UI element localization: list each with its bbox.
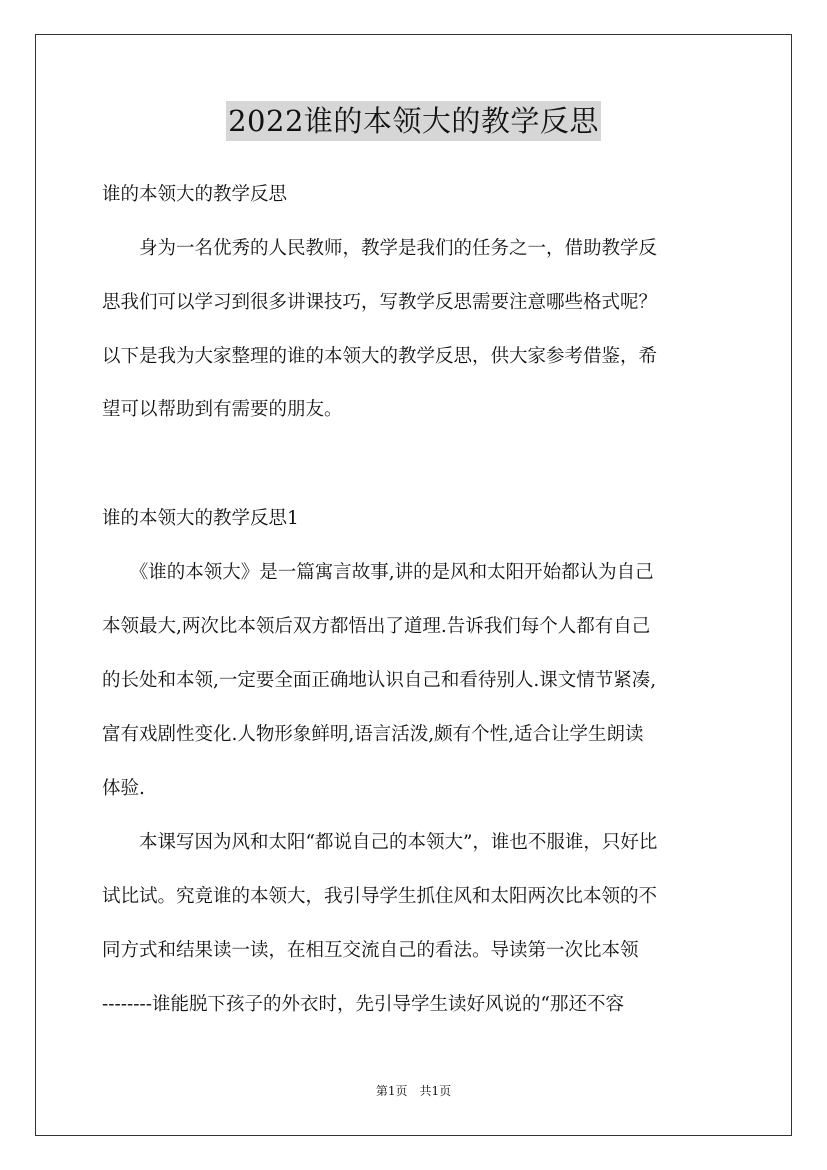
section-heading: 谁的本领大的教学反思1	[102, 508, 299, 529]
paragraph-line: --------谁能脱下孩子的外衣时，先引导学生读好风说的“那还不容	[102, 994, 624, 1015]
paragraph-line: 思我们可以学习到很多讲课技巧，写教学反思需要注意哪些格式呢？	[102, 292, 658, 313]
paragraph-line: 体验.	[102, 778, 145, 799]
title-container	[0, 101, 827, 141]
paragraph-line: 以下是我为大家整理的谁的本领大的教学反思，供大家参考借鉴，希	[102, 346, 658, 367]
page-footer: 第1页 共1页	[375, 1084, 452, 1098]
paragraph-line: 富有戏剧性变化.人物形象鲜明,语言活泼,颇有个性,适合让学生朗读	[102, 724, 644, 745]
paragraph-line: 同方式和结果读一读，在相互交流自己的看法。导读第一次比本领	[102, 940, 639, 961]
paragraph-line: 《谁的本领大》是一篇寓言故事,讲的是风和太阳开始都认为自己	[102, 562, 654, 583]
paragraph-line: 试比试。究竟谁的本领大，我引导学生抓住风和太阳两次比本领的不	[102, 886, 658, 907]
paragraph-line: 本课写因为风和太阳“都说自己的本领大”，谁也不服谁，只好比	[102, 832, 658, 853]
paragraph-line: 的长处和本领,一定要全面正确地认识自己和看待别人.课文情节紧凑,	[102, 670, 657, 691]
paragraph-line: 本领最大,两次比本领后双方都悟出了道理.告诉我们每个人都有自己	[102, 616, 651, 637]
paragraph-line: 身为一名优秀的人民教师，教学是我们的任务之一，借助教学反	[102, 238, 658, 259]
document-title: 2022谁的本领大的教学反思	[226, 101, 601, 141]
paragraph-line: 望可以帮助到有需要的朋友。	[102, 399, 343, 420]
section-heading: 谁的本领大的教学反思	[102, 184, 288, 205]
